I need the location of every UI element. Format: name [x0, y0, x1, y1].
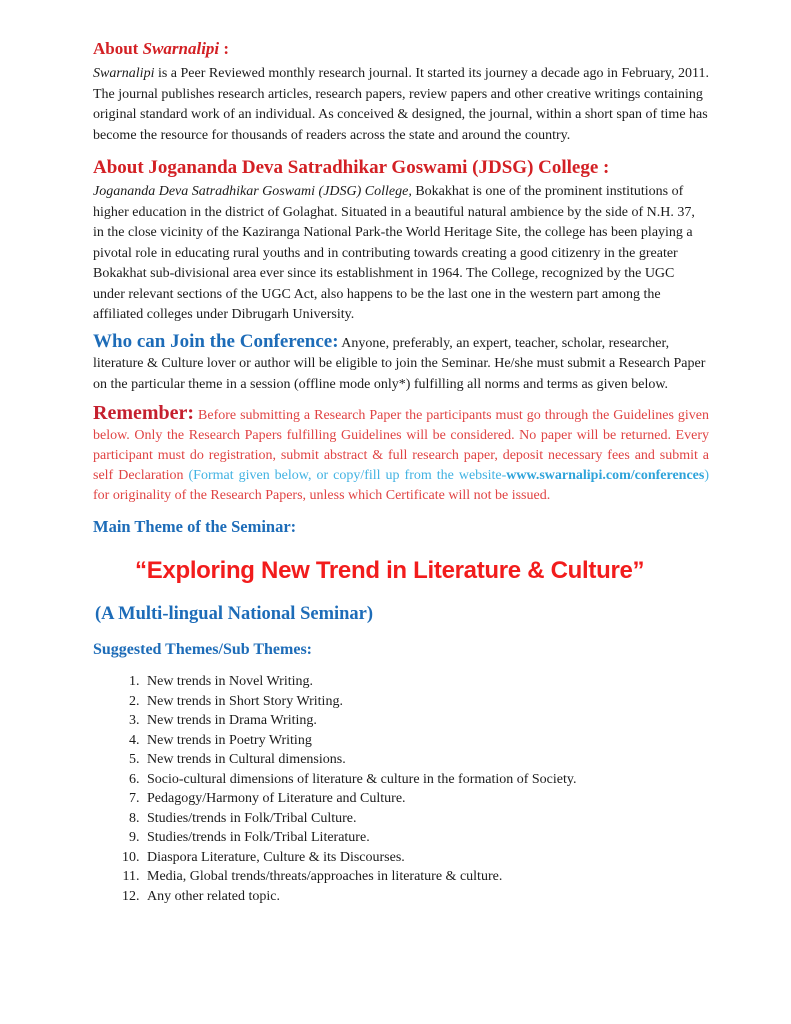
about-journal-body: is a Peer Reviewed monthly research journal. It started its journey a decade ago in February, 2011. The journal publishes research articles, research papers, review papers and other creative writings containing original standard work of an individual. As conceived & designed, the journal, within a short span of time has become the resource for thousands of readers across the state and around the country.	[93, 66, 709, 143]
about-journal-heading-name: Swarnalipi	[142, 39, 220, 58]
remember-body-1: Before submitting a Research Paper the participants must go through the Guidelines given below. Only the Research Papers fulfilling Guidelines will be considered. No paper will be returned. Every participant must do registration, submit abstract & full research paper, deposit necessary fees and submit a self Declaration	[93, 408, 709, 483]
about-journal-paragraph	[93, 64, 709, 146]
list-item: 8. Studies/trends in Folk/Tribal Culture.	[143, 809, 709, 829]
about-journal-heading-suffix: :	[219, 39, 230, 58]
list-item: 9. Studies/trends in Folk/Tribal Literature.	[143, 828, 709, 848]
remember-body-2: for originality of the Research Papers, unless which Certificate will not be issued.	[93, 488, 551, 503]
remember-paragraph	[93, 403, 709, 506]
list-item: 6. Socio-cultural dimensions of literature & culture in the formation of Society.	[143, 770, 709, 790]
sub-themes-heading: Suggested Themes/Sub Themes:	[93, 641, 312, 658]
sub-themes-list	[93, 672, 709, 906]
who-can-join-body: Anyone, preferably, an expert, teacher, scholar, researcher, literature & Culture lover or author will be eligible to join the Seminar. He/she must submit a Research Paper on the particular theme in a session (offline mode only*) fulfilling all norms and terms as given below.	[93, 335, 706, 392]
seminar-title: “Exploring New Trend in Literature & Culture”	[135, 557, 645, 584]
about-college-paragraph	[93, 182, 709, 326]
list-item: 12. Any other related topic.	[143, 887, 709, 907]
list-item: 5. New trends in Cultural dimensions.	[143, 750, 709, 770]
college-name-italic: Jogananda Deva Satradhikar Goswami (JDSG) College,	[93, 184, 412, 199]
main-theme-label: Main Theme of the Seminar:	[93, 517, 297, 536]
remember-format-note-close: )	[704, 468, 710, 483]
list-item: 10. Diaspora Literature, Culture & its Discourses.	[143, 848, 709, 868]
who-can-join-heading: Who can Join the Conference:	[93, 330, 339, 352]
list-item: 2. New trends in Short Story Writing.	[143, 692, 709, 712]
seminar-subtitle: (A Multi-lingual National Seminar)	[95, 604, 374, 624]
who-can-join-paragraph	[93, 332, 709, 396]
list-item: 3. New trends in Drama Writing.	[143, 711, 709, 731]
remember-format-note: (Format given below, or copy/fill up from the website-	[188, 468, 507, 483]
remember-heading: Remember:	[93, 402, 195, 424]
list-item: 11. Media, Global trends/threats/approaches in literature & culture.	[143, 867, 709, 887]
list-item: 7. Pedagogy/Harmony of Literature and Culture.	[143, 789, 709, 809]
journal-name-italic: Swarnalipi	[93, 66, 155, 81]
about-college-body: Bokakhat is one of the prominent institutions of higher education in the district of Golaghat. Situated in a beautiful natural ambience by the side of N.H. 37, in the close vicinity of the Kaziranga National Park-the World Heritage Site, the college has been playing a pivotal role in educating rural youths and in contributing towards creating a good citizenry in the greater Bokakhat sub-divisional area ever since its establishment in 1964. The College, recognized by the UGC under relevant sections of the UGC Act, also happens to be the last one in the western part among the affiliated colleges under Dibrugarh University.	[93, 184, 695, 322]
list-item: 4. New trends in Poetry Writing	[143, 731, 709, 751]
about-journal-heading-prefix: About	[93, 39, 143, 58]
list-item: 1. New trends in Novel Writing.	[143, 672, 709, 692]
website-link[interactable]: www.swarnalipi.com/conferences	[506, 468, 705, 483]
about-journal-heading	[93, 38, 709, 60]
about-college-heading: About Jogananda Deva Satradhikar Goswami (JDSG) College :	[93, 157, 610, 178]
